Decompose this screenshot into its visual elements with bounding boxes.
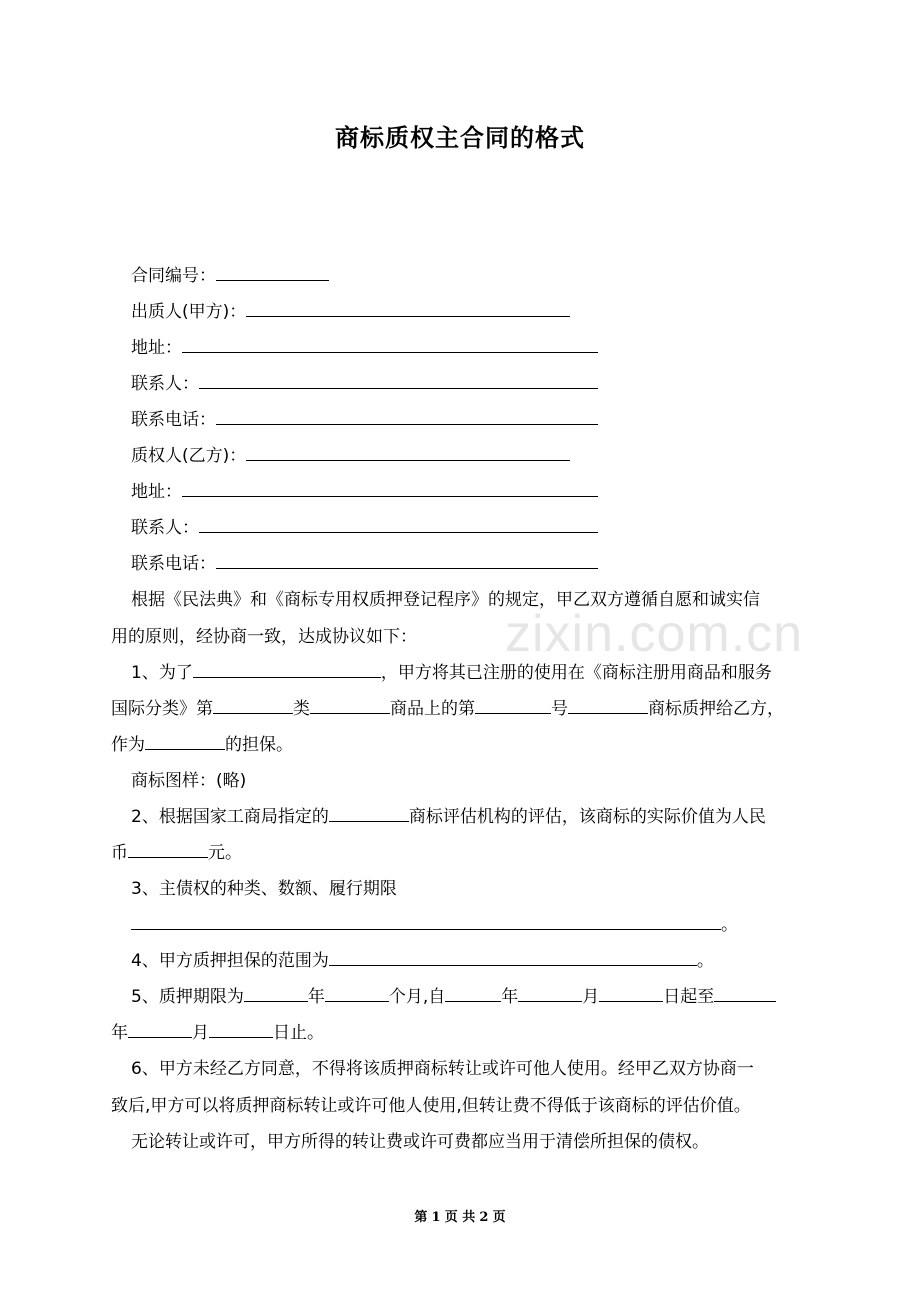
clause-text: 。 [696,951,714,971]
clause-text: 商品上的第 [390,699,475,719]
clause-text: 商标质押给乙方， [648,699,784,719]
document-title: 商标质权主合同的格式 [335,124,585,152]
clause-text: 元。 [208,843,242,863]
clause-text: 的担保。 [225,735,293,755]
clause-text: 币 [111,843,128,863]
field-pledgor [131,300,570,324]
field-phone-2 [131,552,598,576]
field-contract-no [131,264,329,288]
clause-text: 年 [111,1023,128,1043]
footer-suffix: 页 [492,1210,506,1225]
clause-text: 1、为了 [131,663,193,683]
clause-1-line-1 [131,661,772,685]
field-contact-1 [131,372,598,396]
blank-line [246,444,570,461]
blank-line [182,480,598,497]
blank-line [518,985,582,1002]
blank-line [475,697,551,714]
blank-line [216,552,598,569]
blank-line [445,985,501,1002]
field-label: 联系人： [131,374,199,394]
clause-text: 5、质押期限为 [131,987,244,1007]
clause-text: 商标评估机构的评估，该商标的实际价值为人民 [408,807,766,827]
blank-line [128,1021,192,1038]
field-phone-1 [131,408,598,432]
clause-text: 月 [582,987,600,1007]
footer-mid: 页 共 [444,1210,476,1225]
clause-6-line-1: 6、甲方未经乙方同意，不得将该质押商标转让或许可他人使用。经甲乙双方协商一 [131,1059,754,1079]
clause-5-line-2 [111,1021,324,1045]
blank-line [209,1021,273,1038]
clause-text: 个月,自 [388,987,446,1007]
intro-line-1: 根据《民法典》和《商标专用权质押登记程序》的规定，甲乙双方遵循自愿和诚实信 [131,590,760,610]
blank-line [193,661,381,678]
blank-line [213,697,293,714]
clause-2-line-2 [111,841,242,865]
field-label: 联系电话： [131,554,216,574]
footer-total-pages: 2 [479,1210,489,1225]
clause-text: 日止。 [273,1023,324,1043]
field-label: 合同编号： [131,266,216,286]
clause-text: 作为 [111,735,145,755]
clause-text: ，甲方将其已注册的使用在《商标注册用商品和服务 [380,663,772,683]
trademark-sample: 商标图样：(略) [131,771,247,791]
blank-line [216,264,329,281]
watermark: zixin.com.cn [505,605,804,663]
clause-text: 月 [192,1023,209,1043]
clause-4 [131,949,714,973]
clause-text: 类 [293,699,310,719]
clause-text: 。 [721,915,738,935]
clause-text: 年 [307,987,325,1007]
clause-text: 国际分类》第 [111,699,213,719]
blank-line [199,516,598,533]
blank-line [128,841,208,858]
field-label: 地址： [131,338,182,358]
blank-line [568,697,648,714]
clause-text: 年 [501,987,519,1007]
blank-line [329,949,697,966]
blank-line [182,336,598,353]
clause-6-line-2: 致后,甲方可以将质押商标转让或许可他人使用,但转让费不得低于该商标的评估价值。 [111,1096,751,1116]
footer-page-number: 1 [431,1210,441,1225]
blank-line [329,805,409,822]
field-contact-2 [131,516,598,540]
clause-2-line-1 [131,805,766,829]
field-label: 地址： [131,482,182,502]
clause-text: 号 [551,699,568,719]
field-label: 质权人(乙方)： [131,446,247,466]
field-label: 联系人： [131,518,199,538]
clause-text: 日起至 [663,987,715,1007]
field-pledgee [131,444,570,468]
blank-line [714,985,776,1002]
footer-prefix: 第 [414,1210,428,1225]
clause-1-line-2 [111,697,784,721]
blank-line [216,408,598,425]
blank-line [199,372,598,389]
blank-line [599,985,663,1002]
blank-line [145,733,225,750]
field-label: 联系电话： [131,410,216,430]
clause-3-line-2 [131,913,738,937]
clause-5-line-1 [131,985,776,1009]
clause-1-line-3 [111,733,293,757]
blank-line [131,913,721,930]
field-address-2 [131,480,598,504]
clause-text: 2、根据国家工商局指定的 [131,807,329,827]
page-footer [0,1206,920,1225]
clause-6-line-3: 无论转让或许可，甲方所得的转让费或许可费都应当用于清偿所担保的债权。 [131,1132,709,1152]
intro-line-2: 用的原则，经协商一致，达成协议如下： [111,627,417,647]
clause-text: 4、甲方质押担保的范围为 [131,951,329,971]
blank-line [310,697,390,714]
blank-line [325,985,389,1002]
clause-3-line-1: 3、主债权的种类、数额、履行期限 [131,879,397,899]
field-address-1 [131,336,598,360]
field-label: 出质人(甲方)： [131,302,247,322]
blank-line [246,300,570,317]
blank-line [244,985,308,1002]
